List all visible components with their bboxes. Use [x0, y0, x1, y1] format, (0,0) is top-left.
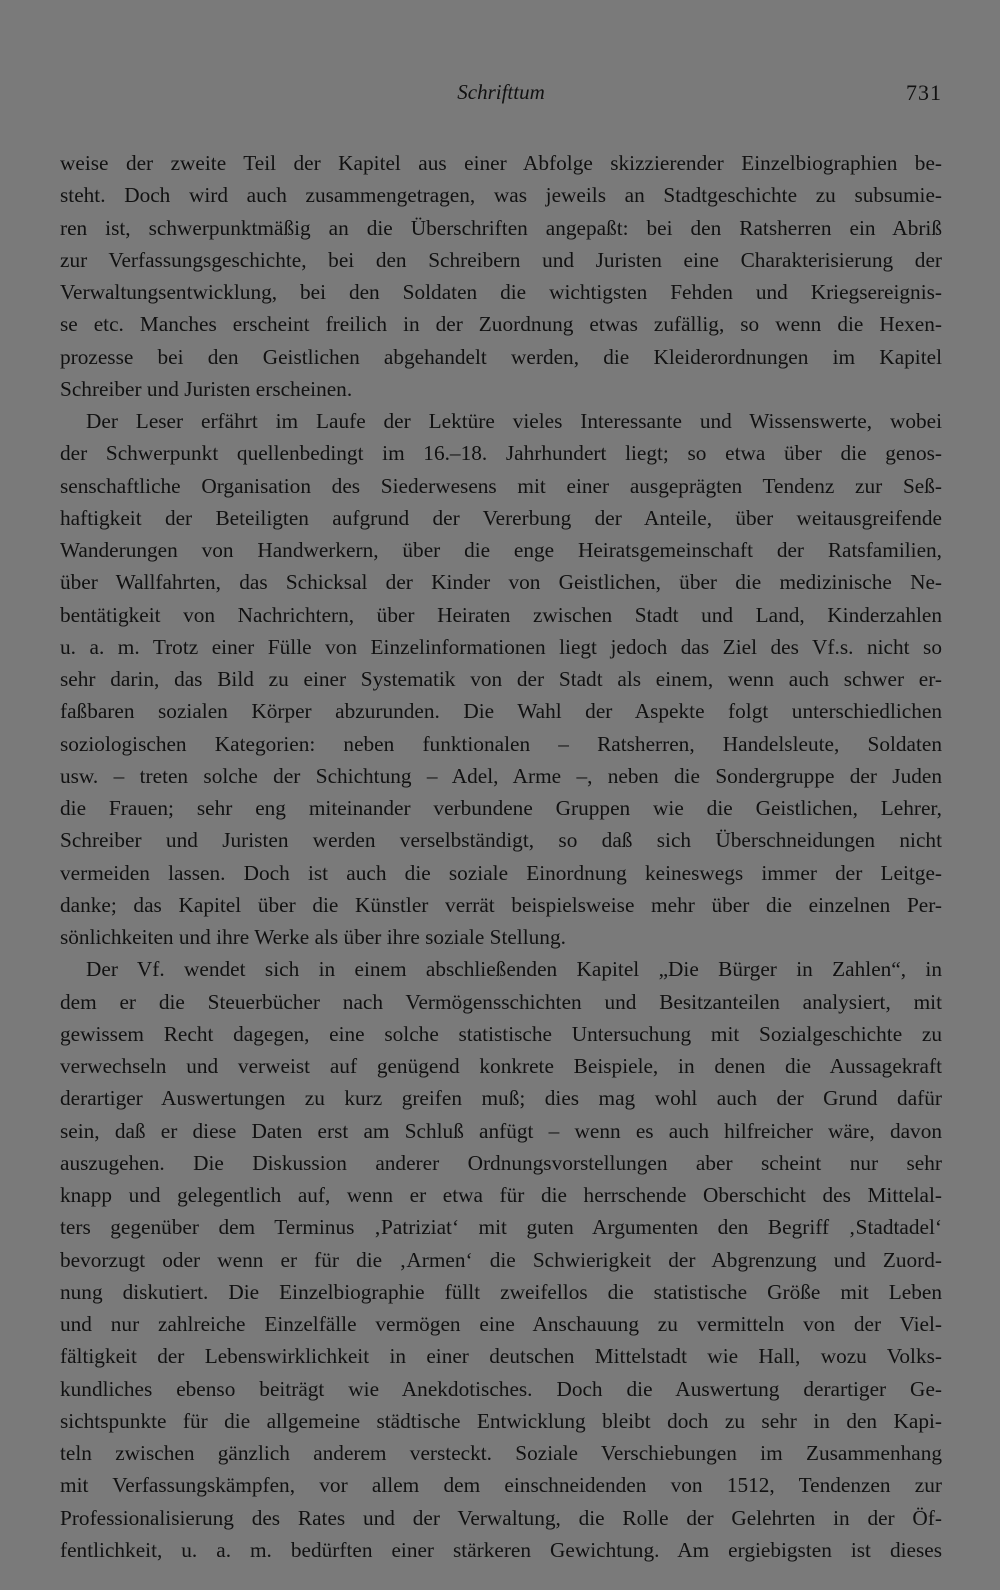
text-line: Wanderungen von Handwerkern, über die enge Heiratsgemeinschaft der Ratsfamilien, — [60, 538, 942, 562]
text-line: und nur zahlreiche Einzelfälle vermögen eine Anschauung zu vermitteln von der Viel- — [60, 1312, 942, 1336]
text-line: bevorzugt oder wenn er für die ‚Armen‘ die Schwierigkeit der Abgrenzung und Zuord- — [60, 1247, 942, 1272]
text-line: nung diskutiert. Die Einzelbiographie füllt zweifellos die statistische Größe mit Leben — [60, 1279, 942, 1304]
text-line: bentätigkeit von Nachrichtern, über Heiraten zwischen Stadt und Land, Kinderzahlen — [60, 602, 942, 627]
text-line: kundliches ebenso beiträgt wie Anekdotisches. Doch die Auswertung derartiger Ge- — [60, 1376, 942, 1401]
text-line: auszugehen. Die Diskussion anderer Ordnungsvorstellungen aber scheint nur sehr — [60, 1150, 942, 1175]
text-line: zur Verfassungsgeschichte, bei den Schreibern und Juristen eine Charakterisierung der — [60, 247, 942, 272]
text-line: haftigkeit der Beteiligten aufgrund der Vererbung der Anteile, über weitausgreifende — [60, 505, 942, 530]
text-line: ren ist, schwerpunktmäßig an die Überschriften angepaßt: bei den Ratsherren ein Abriß — [60, 215, 942, 240]
text-line: knapp und gelegentlich auf, wenn er etwa für die herrschende Oberschicht des Mittelal- — [60, 1183, 942, 1207]
text-line: faßbaren sozialen Körper abzurunden. Die Wahl der Aspekte folgt unterschiedlichen — [60, 699, 942, 724]
text-line: fentlichkeit, u. a. m. bedürften einer stärkeren Gewichtung. Am ergiebigsten ist dieses — [60, 1537, 942, 1562]
text-line: u. a. m. Trotz einer Fülle von Einzelinformationen liegt jedoch das Ziel des Vf.s. nicht so — [60, 634, 942, 659]
text-line: se etc. Manches erscheint freilich in der Zuordnung etwas zufällig, so wenn die Hexen- — [60, 312, 942, 337]
text-line: derartiger Auswertungen zu kurz greifen muß; dies mag wohl auch der Grund dafür — [60, 1086, 942, 1111]
text-line: mit Verfassungskämpfen, vor allem dem einschneidenden von 1512, Tendenzen zur — [60, 1473, 942, 1498]
text-line: sichtspunkte für die allgemeine städtische Entwicklung bleibt doch zu sehr in den Kapi- — [60, 1408, 942, 1433]
page-number: 731 — [906, 80, 942, 105]
text-line: Verwaltungsentwicklung, bei den Soldaten die wichtigsten Fehden und Kriegsereignis- — [60, 280, 942, 304]
text-line: Schreiber und Juristen erscheinen. — [60, 376, 353, 401]
text-line: gewissem Recht dagegen, eine solche statistische Untersuchung mit Sozialgeschichte zu — [60, 1021, 942, 1046]
text-line: Professionalisierung des Rates und der Verwaltung, die Rolle der Gelehrten in der Öf- — [60, 1505, 942, 1530]
text-line: prozesse bei den Geistlichen abgehandelt werden, die Kleiderordnungen im Kapitel — [60, 344, 942, 369]
text-line: soziologischen Kategorien: neben funktionalen – Ratsherren, Handelsleute, Soldaten — [60, 731, 942, 756]
text-line: fältigkeit der Lebenswirklichkeit in einer deutschen Mittelstadt wie Hall, wozu Volks- — [60, 1344, 942, 1369]
text-line: sehr darin, das Bild zu einer Systematik von der Stadt als einem, wenn auch schwer er- — [60, 667, 942, 691]
text-line: vermeiden lassen. Doch ist auch die soziale Einordnung keineswegs immer der Leitge- — [60, 860, 942, 885]
body-text — [60, 147, 942, 1566]
text-line: usw. – treten solche der Schichtung – Adel, Arme –, neben die Sondergruppe der Juden — [60, 763, 942, 788]
text-line: Der Vf. wendet sich in einem abschließenden Kapitel „Die Bürger in Zahlen“, in — [86, 957, 942, 982]
text-line: dem er die Steuerbücher nach Vermögensschichten und Besitzanteilen analysiert, mit — [60, 989, 942, 1014]
text-line: der Schwerpunkt quellenbedingt im 16.–18. Jahrhundert liegt; so etwa über die genos- — [60, 441, 942, 466]
text-line: steht. Doch wird auch zusammengetragen, was jeweils an Stadtgeschichte zu subsumie- — [60, 183, 942, 208]
text-line: sein, daß er diese Daten erst am Schluß anfügt – wenn es auch hilfreicher wäre, davon — [60, 1118, 942, 1143]
text-line: die Frauen; sehr eng miteinander verbundene Gruppen wie die Geistlichen, Lehrer, — [60, 796, 942, 820]
text-line: teln zwischen gänzlich anderem versteckt. Soziale Verschiebungen im Zusammenhang — [60, 1441, 942, 1465]
text-line: Der Leser erfährt im Laufe der Lektüre vieles Interessante und Wissenswerte, wobei — [86, 409, 942, 433]
text-line: weise der zweite Teil der Kapitel aus einer Abfolge skizzierender Einzelbiographien be- — [60, 151, 942, 175]
running-head — [60, 76, 942, 116]
text-line: ters gegenüber dem Terminus ‚Patriziat‘ mit guten Argumenten den Begriff ‚Stadtadel‘ — [60, 1215, 942, 1240]
running-title: Schrifttum — [457, 80, 545, 104]
text-line: sönlichkeiten und ihre Werke als über ihre soziale Stellung. — [60, 925, 566, 949]
text-line: danke; das Kapitel über die Künstler verrät beispielsweise mehr über die einzelnen Per- — [60, 892, 942, 917]
text-line: über Wallfahrten, das Schicksal der Kinder von Geistlichen, über die medizinische Ne- — [60, 570, 942, 595]
text-line: senschaftliche Organisation des Siederwesens mit einer ausgeprägten Tendenz zur Seß- — [60, 473, 942, 498]
text-line: Schreiber und Juristen werden verselbständigt, so daß sich Überschneidungen nicht — [60, 828, 942, 853]
text-line: verwechseln und verweist auf genügend konkrete Beispiele, in denen die Aussagekraft — [60, 1054, 942, 1078]
